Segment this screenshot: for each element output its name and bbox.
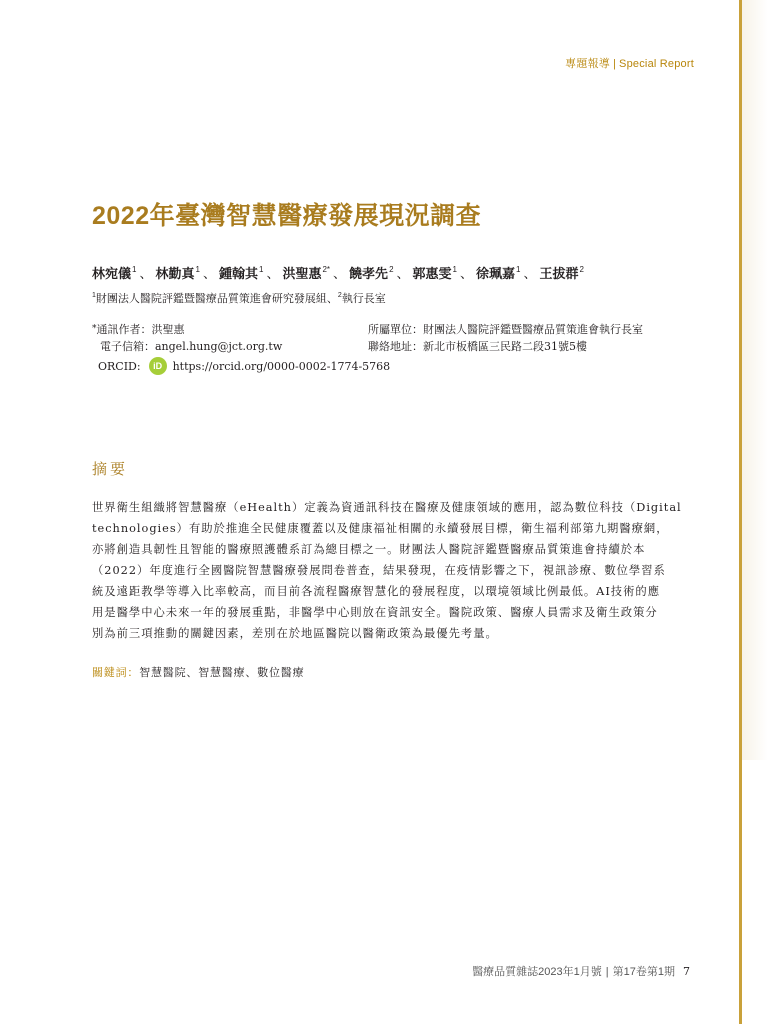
section-cn: 專題報導	[565, 58, 610, 70]
author-affil-sup: 1	[195, 265, 200, 274]
abstract-line: 亦將創造具韌性且智能的醫療照護體系訂為總目標之一。財團法人醫院評鑑暨醫療品質策進會持續於本	[92, 543, 646, 556]
author-affil-sup: 2	[579, 265, 584, 274]
edge-shading	[742, 0, 768, 760]
affil-1-sup: 1	[92, 292, 96, 299]
keywords	[92, 664, 304, 680]
abstract-line: 統及遠距教學等導入比率較高，而目前各流程醫療智慧化的發展程度，以環境領域比例最低。AI技術的應	[92, 585, 660, 598]
abstract-line: 世界衛生組織將智慧醫療（eHealth）定義為資通訊科技在醫療及健康領域的應用，認為數位科技（Digital	[92, 501, 682, 514]
keywords-value: 智慧醫院、智慧醫療、數位醫療	[139, 666, 305, 679]
author-separator: 、	[139, 266, 153, 281]
affil-1: 財團法人醫院評鑑暨醫療品質策進會研究發展組	[95, 293, 327, 305]
orcid-row	[98, 357, 390, 375]
article-title: 2022年臺灣智慧醫療發展現況調查	[92, 202, 482, 230]
unit-line: 所屬單位：財團法人醫院評鑑暨醫療品質策進會執行長室	[368, 323, 643, 336]
orcid-label: ORCID:	[98, 359, 141, 373]
affil-2: 執行長室	[341, 293, 386, 305]
author-name: 郭惠雯	[412, 266, 452, 281]
author-affil-sup: 2	[389, 265, 394, 274]
author-separator: 、	[460, 266, 474, 281]
author-separator: 、	[333, 266, 347, 281]
affil-sep: 、	[326, 293, 338, 305]
journal-name: 醫療品質雜誌2023年1月號	[472, 966, 602, 978]
author-name: 林勤真	[155, 266, 195, 281]
affiliations	[92, 290, 386, 306]
asterisk: *	[92, 324, 97, 334]
author-name: 林宛儀	[92, 266, 132, 281]
page-footer	[472, 963, 690, 979]
author-name: 饒孝先	[349, 266, 389, 281]
author-affil-sup: 1	[258, 265, 264, 274]
email-line[interactable]: 電子信箱：angel.hung@jct.org.tw	[100, 340, 283, 353]
orcid-link[interactable]: https://orcid.org/0000-0002-1774-5768	[172, 359, 391, 373]
author-list	[92, 263, 584, 282]
author-separator: 、	[523, 266, 537, 281]
author-separator: 、	[202, 266, 216, 281]
footer-separator: |	[605, 966, 609, 978]
page-number: 7	[683, 965, 690, 978]
section-en: Special Report	[619, 58, 694, 70]
orcid-icon: iD	[149, 357, 167, 375]
abstract-body	[92, 497, 696, 644]
section-header	[565, 55, 694, 71]
abstract-line: technologies）有助於推進全民健康覆蓋以及健康福祉相關的永續發展目標，衛生福利部第九期醫療網，	[92, 522, 669, 535]
author-name: 洪聖惠	[282, 266, 322, 281]
keywords-label: 關鍵詞：	[92, 666, 140, 679]
abstract-line: 別為前三項推動的關鍵因素，差別在於地區醫院以醫衛政策為最優先考量。	[92, 627, 498, 640]
edge-accent-bar	[739, 0, 742, 1024]
author-separator: 、	[266, 266, 280, 281]
issue-info: 第17卷第1期	[612, 966, 675, 978]
affil-2-sup: 2	[337, 292, 342, 299]
abstract-heading: 摘要	[92, 461, 129, 478]
author-name: 王拔群	[539, 266, 579, 281]
abstract-line: 用是醫學中心未來一年的發展重點，非醫學中心則放在資訊安全。醫院政策、醫療人員需求及衛生政策分	[92, 606, 658, 619]
address-line: 聯絡地址：新北市板橋區三民路二段31號5樓	[368, 340, 587, 353]
abstract-line: （2022）年度進行全國醫院智慧醫療發展問卷普查，結果發現，在疫情影響之下，視訊診療、數位學習系	[92, 564, 666, 577]
unit-contact	[368, 321, 643, 355]
author-affil-sup: 2*	[322, 265, 331, 274]
author-affil-sup: 1	[516, 265, 521, 274]
corresponding-author: 通訊作者：洪聖惠	[96, 323, 185, 336]
corresponding-contact	[92, 321, 282, 355]
author-name: 徐珮嘉	[476, 266, 516, 281]
author-affil-sup: 1	[452, 265, 457, 274]
author-name: 鍾翰其	[218, 266, 258, 281]
header-separator: |	[612, 58, 617, 70]
author-affil-sup: 1	[132, 265, 137, 274]
author-separator: 、	[396, 266, 410, 281]
